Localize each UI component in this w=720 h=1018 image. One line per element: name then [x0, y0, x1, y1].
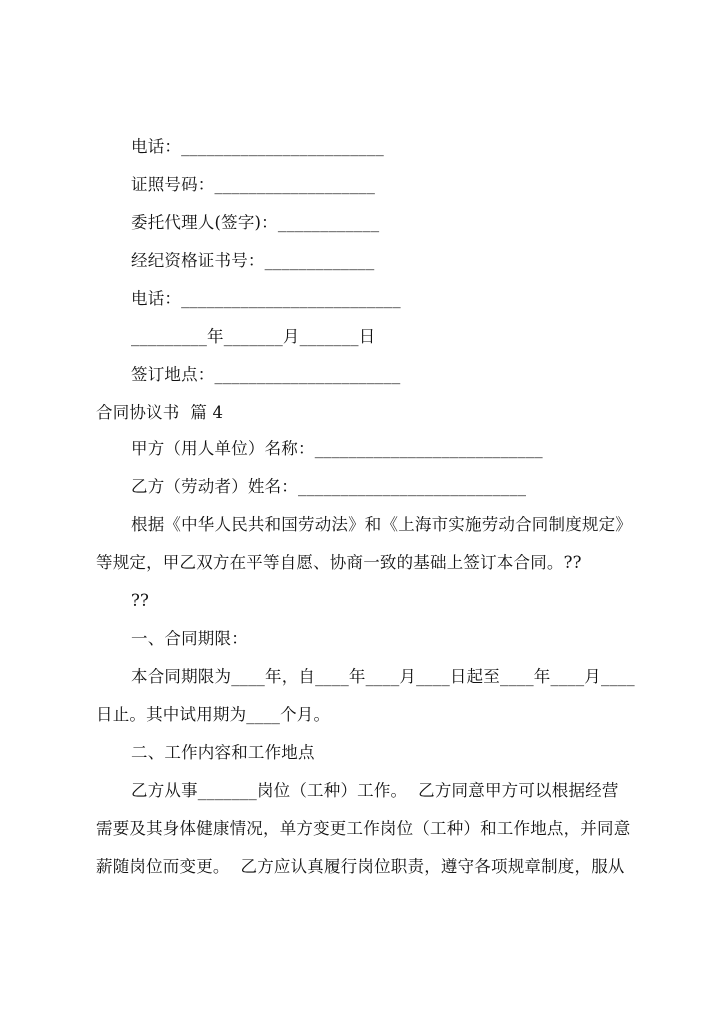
paragraph-basis-line-2: 等规定，甲乙双方在平等自愿、协商一致的基础上签订本合同。??	[96, 553, 582, 572]
clause-1-heading: 一、合同期限：	[131, 629, 248, 648]
signing-place-field: 签订地点：______________________	[131, 365, 401, 384]
phone-field-2: 电话：__________________________	[131, 289, 401, 308]
license-number-field: 证照号码：___________________	[131, 175, 376, 194]
placeholder-marks: ??	[131, 591, 150, 610]
paragraph-basis-line-1: 根据《中华人民共和国劳动法》和《上海市实施劳动合同制度规定》	[131, 515, 632, 534]
clause-2-heading: 二、工作内容和工作地点	[131, 743, 315, 762]
section-title: 合同协议书 篇 4	[96, 403, 224, 422]
term-line-1: 本合同期限为____年，自____年____月____日起至____年____月____	[131, 667, 635, 686]
party-a-name-field: 甲方（用人单位）名称：___________________________	[131, 439, 543, 458]
broker-cert-field: 经纪资格证书号：_____________	[131, 251, 375, 270]
term-line-2: 日止。其中试用期为____个月。	[96, 705, 331, 724]
work-content-line-3: 薪随岗位而变更。 乙方应认真履行岗位职责，遵守各项规章制度，服从	[96, 857, 625, 876]
work-content-line-2: 需要及其身体健康情况，单方变更工作岗位（工种）和工作地点，并同意	[96, 819, 631, 838]
agent-signature-field: 委托代理人(签字)：____________	[131, 213, 380, 232]
party-b-name-field: 乙方（劳动者）姓名：___________________________	[131, 477, 527, 496]
work-content-line-1: 乙方从事_______岗位（工种）工作。 乙方同意甲方可以根据经营	[131, 781, 619, 800]
phone-field-1: 电话：________________________	[131, 137, 384, 156]
date-field: _________年_______月_______日	[131, 327, 376, 346]
